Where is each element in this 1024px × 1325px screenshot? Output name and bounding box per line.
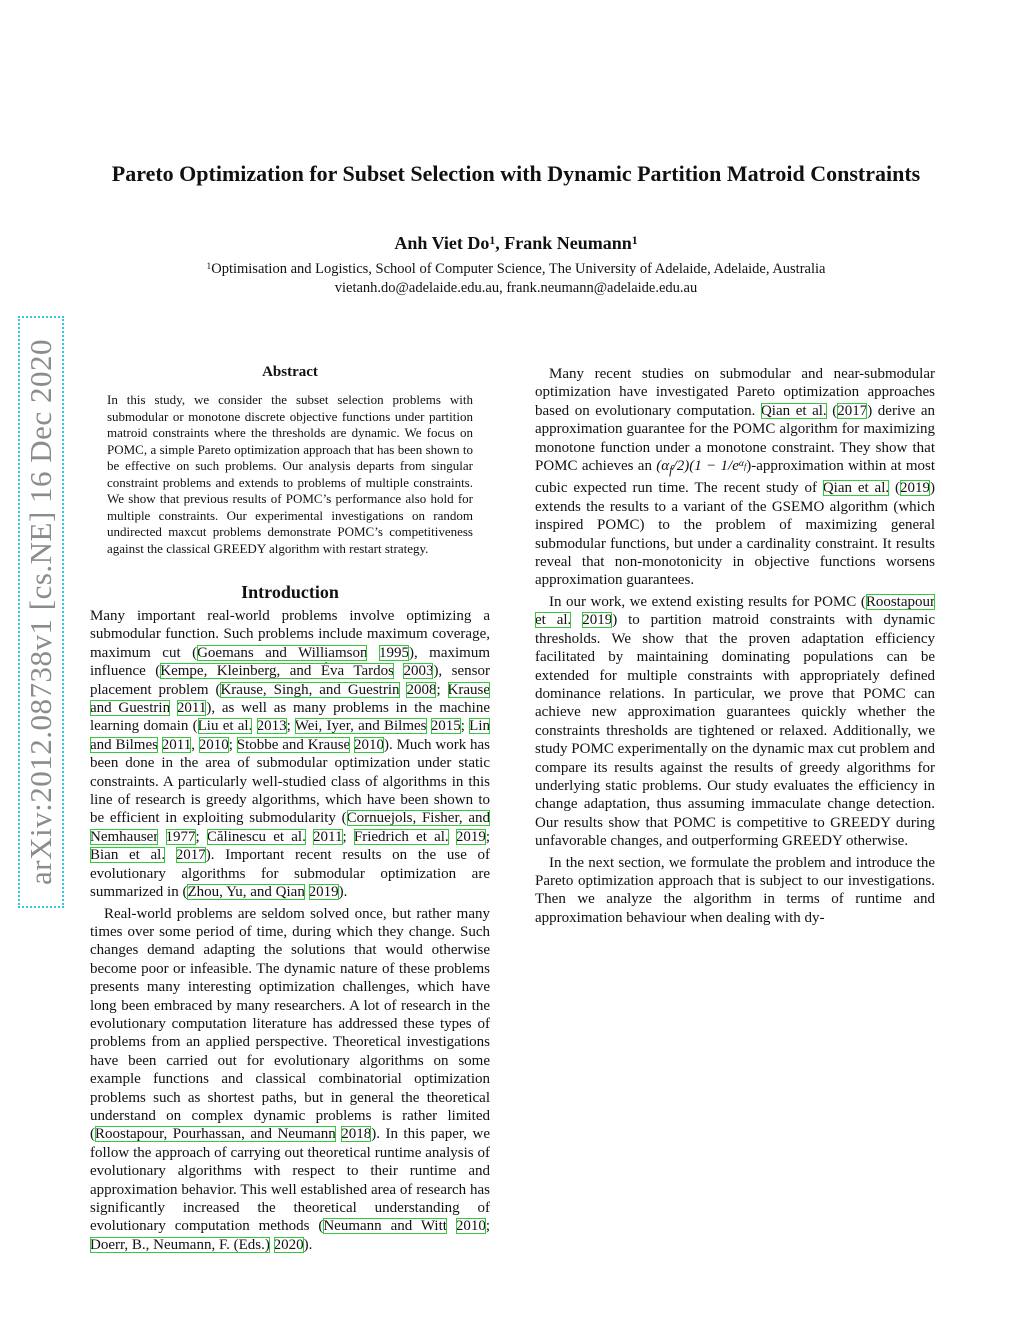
affiliation-mark: 1 — [489, 234, 496, 247]
citation-year-link[interactable]: 2015 — [430, 718, 461, 735]
citation-year-link[interactable]: 2010 — [198, 736, 229, 753]
body-text: ), sensor placement problem ( — [90, 663, 490, 698]
abstract-text: In this study, we consider the subset selection problems with submodular or monotone discrete objective functions under partition matroid constraints where the thresholds are dynamic. We focus on POMC, a simple Pareto optimization approach that has been shown to be effective on such problems. Our analysis departs from singular constraint problems and extends to problems of multiple constraints. We show that previous results of POMC’s performance also hold for multiple constraints. Our experimental investigations on random undirected maxcut problems demonstrate POMC’s competitiveness against the classical GREEDY algorithm with restart strategy. — [107, 392, 473, 556]
paper-title: Pareto Optimization for Subset Selection with Dynamic Partition Matroid Constraints — [111, 161, 921, 186]
math-subscript: f — [669, 463, 673, 478]
citation-year-link[interactable]: 2019 — [582, 612, 613, 629]
body-text: extends the results to a variant of the GSEMO algorithm (which inspired POMC) to the problem of maximizing general submodular functions, but under a cardinality constraint. It results reveal that non-monotonicity in objective functions worsens approximation guarantees. — [535, 498, 935, 589]
citation-year-link[interactable]: 1995 — [378, 644, 409, 661]
body-text: ; — [342, 828, 354, 845]
citation-link[interactable]: Lin and Bilmes — [90, 718, 491, 753]
citation-link[interactable]: Kempe, Kleinberg, and Éva Tardos — [160, 663, 394, 680]
affiliation-text: Optimisation and Logistics, School of Computer Science, The University of Adelaide, Adelaide, Australia — [211, 261, 826, 277]
introduction-heading: Introduction — [241, 582, 339, 602]
body-text: ; — [485, 1218, 490, 1235]
body-text: ). Much work has been done in the area of submodular optimization under static constraints. A particularly well-studied class of algorithms in this line of research is greedy algorithms, which have been shown to be efficient in exploiting submodularity ( — [90, 736, 490, 827]
arxiv-stamp[interactable] — [18, 316, 64, 908]
citation-link[interactable]: Roostapour et al. — [535, 593, 935, 629]
body-text: )-approximation within at most cubic expected run time. The recent study of — [535, 458, 935, 497]
citation-link[interactable]: Friedrich et al. — [353, 828, 449, 845]
math-superscript: α — [738, 458, 744, 470]
citation-link[interactable]: Krause and Guestrin — [90, 681, 491, 717]
body-text: ). In this paper, we follow the approach of carrying out theoretical runtime analysis of evolutionary algorithms with respect to their runtime and approximation behavior. This well established area of research has significantly increased the theoretical understanding of evolutionary computation methods ( — [90, 1126, 490, 1235]
math-subscript: f — [743, 461, 747, 471]
citation-year-link[interactable]: 2019 — [455, 828, 486, 845]
math-text: /2)(1 − 1/e — [672, 458, 739, 475]
citation-link[interactable]: Neumann and Witt — [323, 1218, 447, 1235]
citation-link[interactable]: Doerr, B., Neumann, F. (Eds.) — [90, 1236, 270, 1253]
affiliation-block — [100, 260, 932, 298]
citation-link[interactable]: Liu et al. — [197, 718, 253, 735]
citation-link[interactable]: Călinescu et al. — [206, 828, 306, 845]
body-text: ). Important recent results on the use of evolutionary algorithms for submodular optimization are summarized in ( — [90, 847, 491, 901]
citation-year-link[interactable]: 2019 — [900, 480, 930, 497]
intro-paragraph-5 — [535, 854, 935, 928]
author-name: Frank Neumann — [504, 233, 632, 253]
citation-link[interactable]: Bian et al. — [90, 847, 166, 864]
citation-year-link[interactable]: 2011 — [313, 828, 343, 845]
body-text: ) to partition matroid constraints with dynamic thresholds. We show that the proven adaptation efficiency facilitated by maintaining dominating populations can be extended for multiple constraints with appropriately defined dominance relations. In particular, we prove that POMC can achieve new approximation guarantees quickly whether the constraints thresholds are tightened or relaxed. Additionally, we study POMC experimentally on the dynamic max cut problem and compare its results against the results of greedy algorithms for underlying static problems. Our study evaluates the efficiency in change adaptation, thus assuming immaculate change detection. Our results show that POMC is competitive to GREEDY during unfavorable changes, and outperforming GREEDY otherwise. — [535, 612, 936, 850]
citation-link[interactable]: Qian et al. — [760, 402, 827, 419]
citation-link[interactable]: Qian et al. — [822, 480, 890, 497]
citation-year-link[interactable]: 2017 — [175, 847, 206, 864]
citation-year-link[interactable]: 2011 — [176, 700, 207, 717]
citation-link[interactable]: Stobbe and Krause — [236, 736, 351, 753]
arxiv-stamp-text: arXiv:2012.08738v1 [cs.NE] 16 Dec 2020 — [23, 339, 58, 885]
body-text: ; — [228, 736, 237, 753]
body-text: ). — [338, 884, 348, 901]
citation-year-link[interactable]: 2010 — [354, 736, 385, 753]
body-text: derive an approximation guarantee for the POMC algorithm for maximizing monotone function under a monotone constraint. They show that POMC achieves an — [535, 402, 936, 475]
author-name: Anh Viet Do — [394, 233, 490, 253]
body-text: ). — [303, 1236, 313, 1253]
body-text: ; — [436, 681, 448, 698]
math-formula — [656, 458, 747, 478]
body-text: ), maximum influence ( — [90, 644, 490, 680]
citation-year-link[interactable]: 2013 — [256, 718, 287, 735]
body-text: Many recent studies on submodular and near-submodular optimization have investigated Pareto optimization approaches based on evolutionary computation. — [535, 366, 935, 419]
body-text: Real-world problems are seldom solved once, but rather many times over some period of time, during which they change. Such changes demand adapting the solutions that would otherwise become poor or infeasible. The dynamic nature of these problems presents many interesting optimization challenges, which have long been embraced by many researchers. A lot of research in the evolutionary computation literature has addressed these types of problems from an applied perspective. Theoretical investigations have been carried out for evolutionary algorithms on some example functions and classical combinatorial optimization problems such as shortest paths, but in general the theoretical understand on complex dynamic problems is rather limited ( — [90, 905, 490, 1143]
citation-link[interactable]: Roostapour, Pourhassan, and Neumann — [95, 1126, 336, 1143]
intro-paragraph-2 — [90, 905, 490, 1255]
math-text: (α — [656, 458, 670, 475]
body-text: In the next section, we formulate the problem and introduce the Pareto optimization approach that is subject to our investigations. Then we analyze the algorithm in terms of runtime and approximation behaviour when dealing with dy- — [535, 854, 935, 926]
abstract-heading: Abstract — [262, 364, 318, 380]
body-text: ; — [485, 828, 491, 845]
citation-link[interactable]: Zhou, Yu, and Qian — [187, 884, 305, 901]
citation-year-link[interactable]: 2020 — [273, 1236, 304, 1253]
citation-year-link[interactable]: 2011 — [161, 736, 192, 753]
citation-year-link[interactable]: 2019 — [308, 884, 339, 901]
citation-year-link[interactable]: 2017 — [837, 402, 868, 419]
left-column — [90, 362, 490, 1254]
intro-paragraph-3: Many recent studies on submodular and near-submodular optimization have investigated Pareto optimization approaches based on evolutionary computation. Qian et al. (2017) derive an approximation guarantee for the POMC algorithm for maximizing monotone function under a monotone constraint. They show that POMC achieves an $(\alpha_f/2)(1$ − $1/e^{\alpha_f}$)-approximation within at most cubic expected run time. The recent study of Qian et al. (2019) extends the results to a variant of the GSEMO algorithm (which inspired POMC) to the problem of maximizing general submodular functions, but under a cardinality constraint. It results reveal that non-monotonicity in objective functions worsens approximation guarantees. — [535, 366, 936, 589]
right-column — [535, 362, 935, 927]
intro-paragraph-4 — [535, 593, 935, 851]
author-list: Anh Viet Do$^1$, Frank Neumann$^1$ — [394, 233, 638, 253]
citation-link[interactable]: Wei, Iyer, and Bilmes — [294, 718, 427, 735]
citation-year-link[interactable]: 2010 — [455, 1218, 486, 1235]
author-emails: vietanh.do@adelaide.edu.au, frank.neumann@adelaide.edu.au — [334, 280, 698, 296]
body-text: ; — [195, 828, 207, 845]
citation-link[interactable]: Cornuejols, Fisher, and Nemhauser — [90, 810, 490, 845]
affiliation-mark: 1 — [631, 234, 638, 247]
citation-link[interactable]: Krause, Singh, and Guestrin — [220, 681, 400, 698]
abstract — [107, 362, 473, 557]
citation-link[interactable]: Goemans and Williamson — [197, 644, 368, 661]
citation-year-link[interactable]: 2008 — [406, 681, 437, 698]
affiliation-mark: 1 — [206, 262, 212, 272]
citation-year-link[interactable]: 1977 — [165, 828, 196, 845]
body-text: ; — [460, 718, 470, 735]
body-text: ; — [286, 718, 295, 735]
body-text: ), as well as many problems in the machine learning domain ( — [90, 700, 491, 735]
body-text: Many important real-world problems involve optimizing a submodular function. Such problems include maximum coverage, maximum cut ( — [90, 608, 490, 661]
intro-paragraph-1: Many important real-world problems involve optimizing a submodular function. Such problems include maximum coverage, maximum cut (Goemans and Williamson 1995), maximum influence (Kempe, Kleinberg, and Éva Tardos 2003), sensor placement problem (Krause, Singh, and Guestrin 2008; Krause and Guestrin 2011), as well as many problems in the machine learning domain (Liu et al. 2013; Wei, Iyer, and Bilmes 2015; Lin and Bilmes 2011, 2010; Stobbe and Krause 2010). Much work has been done in the area of submodular optimization under static constraints. A particularly well-studied class of algorithms in this line of research is greedy algorithms, which have been shown to be efficient in exploiting submodularity (Cornuejols, Fisher, and Nemhauser 1977; Călinescu et al. 2011; Friedrich et al. 2019; Bian et al. 2017). Important recent results on the use of evolutionary algorithms for submodular optimization are summarized in (Zhou, Yu, and Qian 2019). — [90, 608, 491, 901]
body-text: In our work, we extend existing results for POMC ( — [549, 593, 866, 610]
citation-year-link[interactable]: 2018 — [341, 1126, 372, 1143]
citation-year-link[interactable]: 2003 — [403, 663, 434, 680]
